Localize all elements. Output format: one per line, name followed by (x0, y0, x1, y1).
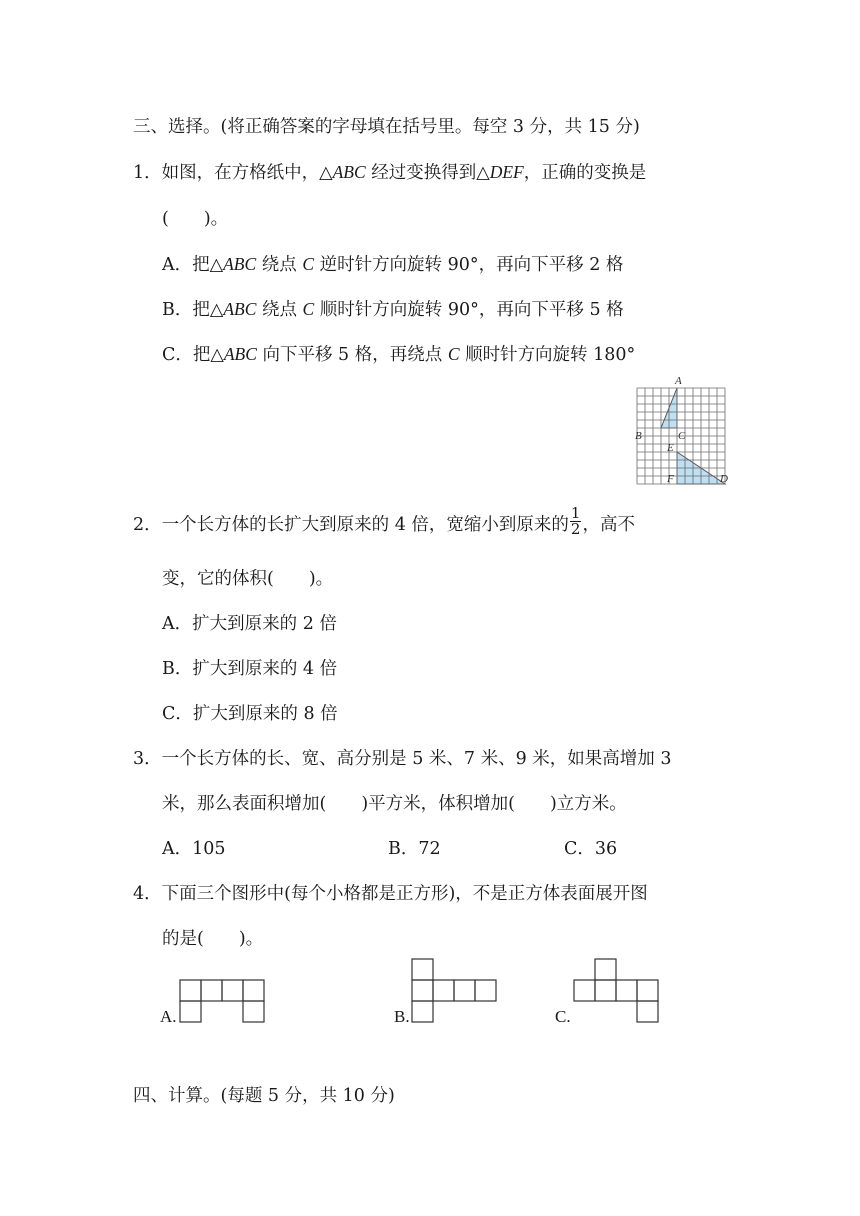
q1-option-a-text-d: 逆时针方向旋转 90°，再向下平移 2 格 (314, 255, 624, 275)
q4-stem-line1 (133, 882, 648, 906)
section-3-heading: 三、选择。(将正确答案的字母填在括号里。每空 3 分，共 15 分) (133, 117, 640, 137)
q1-stem-line1 (133, 160, 646, 185)
q2-stem-line2: 变，它的体积( )。 (162, 569, 334, 589)
q2-text-b: ，高不 (582, 515, 635, 535)
q1-answer-blank: ( )。 (162, 209, 229, 229)
q3-stem-line1 (133, 747, 672, 771)
q1-option-c-text-d: 顺时针方向旋转 180° (459, 345, 636, 365)
label-e: E (667, 442, 674, 454)
label-c: C (678, 430, 686, 442)
q3-option-a: A．105 (162, 839, 226, 859)
q2-option-a: A．扩大到原来的 2 倍 (162, 614, 337, 634)
q2-fraction-denominator: 2 (570, 520, 581, 538)
q1-option-a-text-a: 把△ (192, 255, 224, 275)
q3-text-a: 一个长方体的长、宽、高分别是 5 米、7 米、9 米，如果高增加 3 (161, 749, 672, 769)
q1-def: DEF (489, 162, 524, 182)
q1-text-a: 如图，在方格纸中，△ (161, 163, 333, 183)
q1-option-a (162, 252, 623, 277)
q2-stem-line1 (133, 504, 635, 541)
q4-stem-line2: 的是( )。 (162, 929, 264, 949)
q1-option-a-c: C (302, 254, 314, 274)
q2-option-b: B．扩大到原来的 4 倍 (162, 659, 338, 679)
q2-option-c: C．扩大到原来的 8 倍 (162, 704, 338, 724)
label-a: A (675, 375, 682, 387)
q4-option-c-label: C. (555, 1007, 571, 1026)
q1-option-a-text-b: 绕点 (256, 255, 303, 275)
q3-number: 3． (133, 749, 162, 769)
q1-option-b-abc: ABC (223, 299, 257, 319)
q4-option-a-label: A. (160, 1007, 177, 1026)
label-b: B (635, 430, 642, 442)
q1-option-b-c: C (302, 299, 315, 319)
q2-text-a: 一个长方体的长扩大到原来的 4 倍，宽缩小到原来的 (161, 515, 569, 535)
q4-number: 4． (133, 884, 162, 904)
q1-option-b-text-b: 绕点 (256, 300, 303, 320)
q1-option-c-text-a: 把△ (192, 345, 224, 365)
q1-option-c-text-b: 向下平移 5 格，再绕点 (256, 345, 448, 365)
label-f: F (667, 473, 674, 485)
q1-option-b-letter: B． (162, 300, 193, 320)
q4-text-a: 下面三个图形中(每个小格都是正方形)，不是正方体表面展开图 (161, 884, 648, 904)
q4-net-a (179, 979, 265, 1025)
q1-option-b (162, 297, 624, 322)
q1-option-c (162, 342, 635, 367)
q4-option-b-label: B. (394, 1007, 410, 1026)
q4-net-b (411, 958, 497, 1024)
q1-grid-figure (628, 372, 738, 488)
q1-option-c-abc: ABC (223, 344, 257, 364)
q2-fraction-numerator: 1 (570, 504, 581, 522)
q1-text-c: ，正确的变换是 (523, 163, 647, 183)
q1-number: 1． (133, 163, 162, 183)
q3-option-c: C．36 (564, 839, 618, 859)
q1-option-c-c: C (447, 344, 460, 364)
label-d: D (720, 473, 728, 485)
q1-text-b: 经过变换得到△ (365, 163, 490, 183)
q1-option-a-abc: ABC (223, 254, 257, 274)
q2-number: 2． (133, 515, 162, 535)
q3-option-b: B．72 (388, 839, 441, 859)
q1-abc: ABC (332, 162, 366, 182)
q1-option-a-letter: A． (162, 255, 193, 275)
section-4-heading: 四、计算。(每题 5 分，共 10 分) (133, 1086, 395, 1106)
q1-option-c-letter: C． (162, 345, 193, 365)
q1-option-b-text-a: 把△ (192, 300, 224, 320)
q4-net-c (573, 958, 659, 1024)
q2-fraction (570, 506, 582, 537)
q3-stem-line2: 米，那么表面积增加( )平方米，体积增加( )立方米。 (162, 794, 627, 814)
q1-option-b-text-d: 顺时针方向旋转 90°，再向下平移 5 格 (314, 300, 624, 320)
